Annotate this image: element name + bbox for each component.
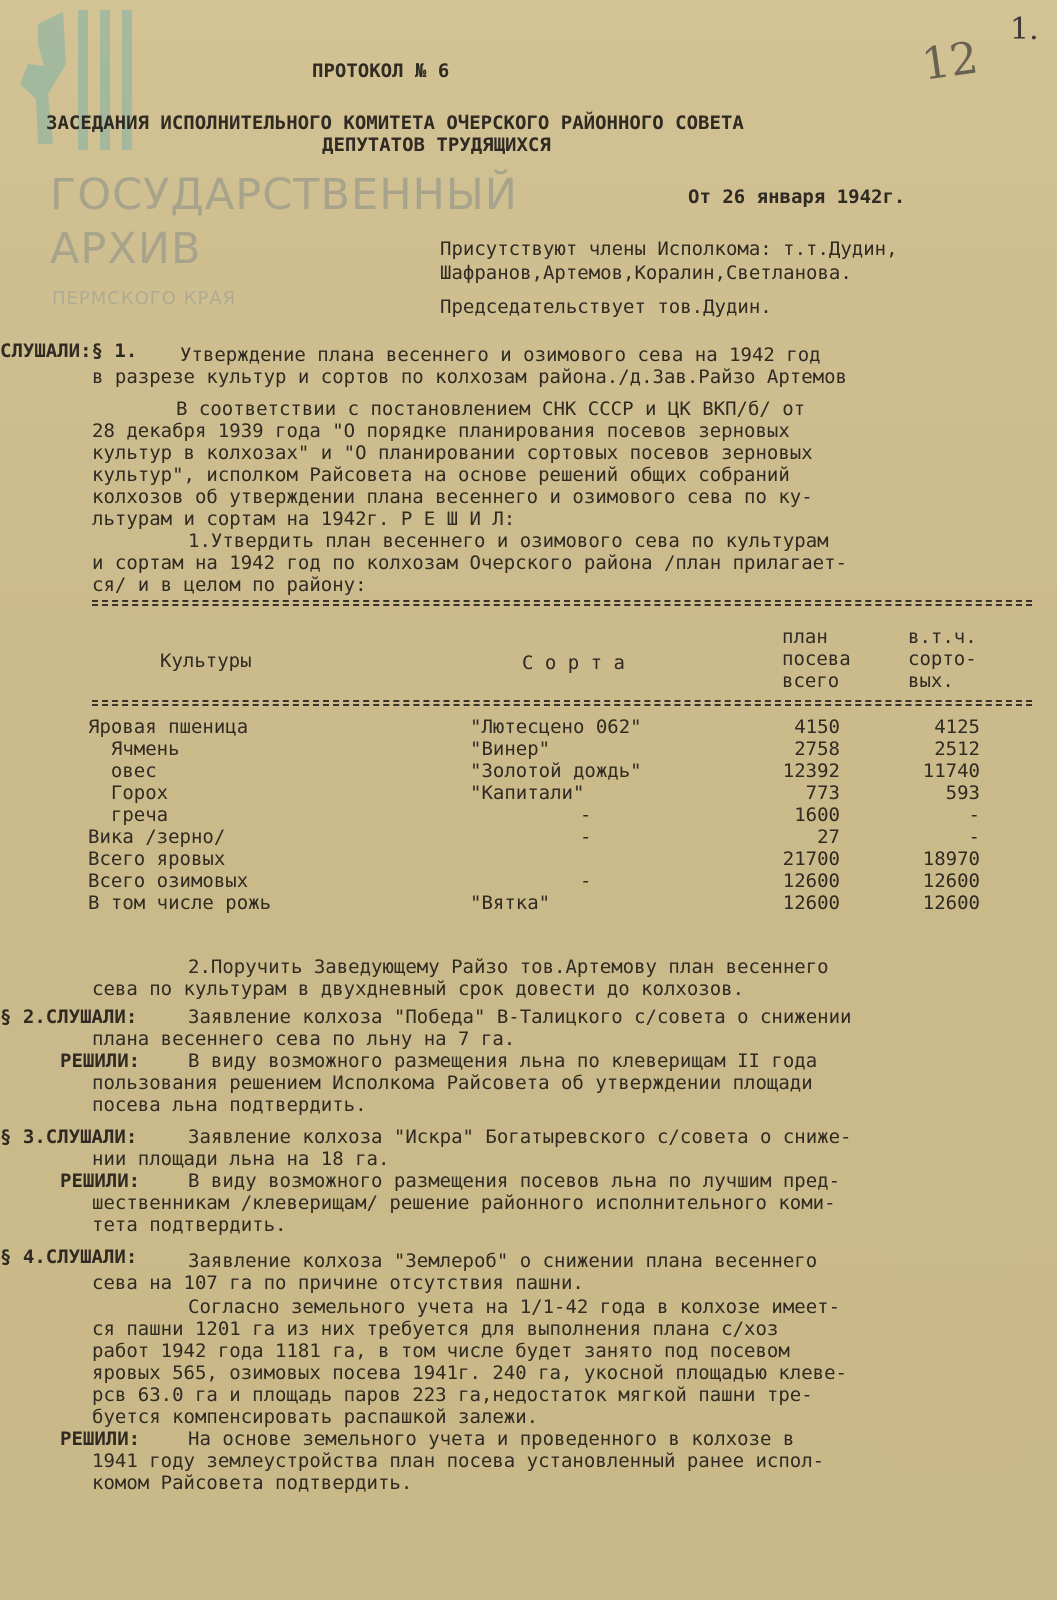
table-rule-top-2 [92, 604, 1032, 606]
row-sort: - [580, 826, 592, 848]
item4-heard-line: буется компенсировать распашкой залежи. [92, 1406, 539, 1428]
item4-heard-line: яровых 565, озимовых посева 1941г. 240 га, укосной площадью клеве- [92, 1362, 847, 1384]
table-rule-header-2 [92, 704, 1032, 706]
protocol-subtitle-1: ЗАСЕДАНИЯ ИСПОЛНИТЕЛЬНОГО КОМИТЕТА ОЧЕРСКОГО РАЙОННОГО СОВЕТА [46, 112, 744, 134]
table-row [0, 870, 1057, 892]
row-plan: 773 [805, 782, 840, 804]
row-sort: - [580, 870, 592, 892]
table-row [0, 716, 1057, 738]
table-row [0, 804, 1057, 826]
item4-decided-line: комом Райсовета подтвердить. [92, 1472, 413, 1494]
row-sortovyh: 4125 [934, 716, 980, 738]
table-header-sortovyh: вых. [908, 670, 954, 692]
row-plan: 2758 [794, 738, 840, 760]
item3-heard-line: Заявление колхоза "Искра" Богатыревского с/совета о сниже- [188, 1126, 852, 1148]
table-rule-header [92, 700, 1032, 702]
item2-decided-label: РЕШИЛИ: [60, 1050, 141, 1072]
row-sortovyh: - [968, 804, 980, 826]
item2-decided-line: пользования решением Исполкома Райсовета об утверждении площади [92, 1072, 813, 1094]
present-members-1: Присутствуют члены Исполкома: т.т.Дудин, [440, 238, 898, 260]
table-header-sort: С о р т а [522, 652, 625, 674]
table-header-plan: посева [782, 648, 851, 670]
row-culture: овес [88, 760, 157, 782]
item1-line: в разрезе культур и сортов по колхозам района./д.Зав.Райзо Артемов [92, 366, 847, 388]
row-sortovyh: - [968, 826, 980, 848]
watermark-subtitle: АРХИВ [50, 224, 202, 274]
row-sort: "Золотой дождь" [470, 760, 642, 782]
table-row [0, 848, 1057, 870]
item4-decided-line: На основе земельного учета и проведенного в колхозе в [188, 1428, 795, 1450]
row-culture: Вика /зерно/ [88, 826, 226, 848]
row-plan: 12392 [782, 760, 840, 782]
row-plan: 12600 [782, 892, 840, 914]
table-header-sortovyh: в.т.ч. [908, 626, 977, 648]
item1-line: 1.Утвердить план весеннего и озимового сева по культурам [188, 530, 829, 552]
item3-decided-line: тета подтвердить. [92, 1214, 287, 1236]
pencil-mark: 12 [918, 32, 982, 91]
table-row [0, 760, 1057, 782]
item2-label: § 2.СЛУШАЛИ: [0, 1006, 138, 1028]
table-header-plan: всего [782, 670, 840, 692]
row-culture: Яровая пшеница [88, 716, 249, 738]
item2-decided-line: посева льна подтвердить. [92, 1094, 367, 1116]
item4-heard-line: рсв 63.0 га и площадь паров 223 га,недостаток мягкой пашни тре- [92, 1384, 813, 1406]
row-sortovyh: 593 [945, 782, 980, 804]
item4-heard-line: сева на 107 га по причине отсутствия пашни. [92, 1272, 584, 1294]
item1-line: 28 декабря 1939 года "О порядке планирования посевов зерновых [92, 420, 790, 442]
item3-heard-line: нии площади льна на 18 га. [92, 1148, 390, 1170]
item3-decided-line: шественникам /клеверищам/ решение районного исполнительного коми- [92, 1192, 836, 1214]
item1-line: ся/ и в целом по району: [92, 574, 367, 596]
item3-label: § 3.СЛУШАЛИ: [0, 1126, 138, 1148]
item2-decided-line: В виду возможного размещения льна по клеверищам II года [188, 1050, 818, 1072]
row-culture: Всего яровых [88, 848, 226, 870]
row-plan: 4150 [794, 716, 840, 738]
table-row [0, 738, 1057, 760]
row-sortovyh: 2512 [934, 738, 980, 760]
row-plan: 21700 [782, 848, 840, 870]
row-sortovyh: 11740 [922, 760, 980, 782]
item1-line: и сортам на 1942 год по колхозам Очерского района /план прилагает- [92, 552, 847, 574]
item3-decided-label: РЕШИЛИ: [60, 1170, 141, 1192]
row-sort: "Вятка" [470, 892, 551, 914]
item1-line: Утверждение плана весеннего и озимового сева на 1942 год [180, 344, 821, 366]
protocol-date: От 26 января 1942г. [688, 186, 906, 208]
watermark-region: ПЕРМСКОГО КРАЯ [52, 288, 237, 309]
row-plan: 12600 [782, 870, 840, 892]
table-header-plan: план [782, 626, 828, 648]
row-sortovyh: 12600 [922, 892, 980, 914]
row-culture: греча [88, 804, 169, 826]
item1-point2-line: сева по культурам в двухдневный срок довести до колхозов. [92, 978, 745, 1000]
item1-line: В соответствии с постановлением СНК СССР и ЦК ВКП/б/ от [176, 398, 806, 420]
item4-decided-line: 1941 году землеустройства план посева установленный ранее испол- [92, 1450, 825, 1472]
item4-heard-line: работ 1942 года 1181 га, в том числе будет занято под посевом [92, 1340, 790, 1362]
item1-label: СЛУШАЛИ:§ 1. [0, 340, 138, 362]
present-members-2: Шафранов,Артемов,Коралин,Светланова. [440, 262, 852, 284]
table-header-sortovyh: сорто- [908, 648, 977, 670]
item1-line: культур в колхозах" и "О планировании сортовых посевов зерновых [92, 442, 813, 464]
protocol-subtitle-2: ДЕПУТАТОВ ТРУДЯЩИХСЯ [322, 134, 551, 156]
row-sortovyh: 12600 [922, 870, 980, 892]
table-row [0, 782, 1057, 804]
item2-heard-line: плана весеннего сева по льну на 7 га. [92, 1028, 516, 1050]
row-culture: Горох [88, 782, 169, 804]
table-row [0, 892, 1057, 914]
table-row [0, 826, 1057, 848]
item3-decided-line: В виду возможного размещения посевов льна по лучшим пред- [188, 1170, 841, 1192]
watermark-title: ГОСУДАРСТВЕННЫЙ [50, 170, 518, 220]
item4-label: § 4.СЛУШАЛИ: [0, 1246, 138, 1268]
page-number: 1. [1010, 12, 1039, 47]
item1-line: культур", исполком Райсовета на основе решений общих собраний [92, 464, 790, 486]
row-sort: "Винер" [470, 738, 551, 760]
chairman: Председательствует тов.Дудин. [440, 296, 772, 318]
item1-line: колхозов об утверждении плана весеннего и озимового сева по ку- [92, 486, 813, 508]
item4-heard-line: Согласно земельного учета на 1/1-42 года в колхозе имеет- [188, 1296, 841, 1318]
item4-decided-label: РЕШИЛИ: [60, 1428, 141, 1450]
row-culture: В том числе рожь [88, 892, 272, 914]
table-rule-top [92, 600, 1032, 602]
row-culture: Всего озимовых [88, 870, 249, 892]
row-plan: 27 [817, 826, 840, 848]
item2-heard-line: Заявление колхоза "Победа" В-Талицкого с/совета о снижении [188, 1006, 852, 1028]
row-culture: Ячмень [88, 738, 180, 760]
item1-line: льтурам и сортам на 1942г. Р Е Ш И Л: [92, 508, 516, 530]
protocol-title: ПРОТОКОЛ № 6 [312, 60, 450, 82]
row-sortovyh: 18970 [922, 848, 980, 870]
item4-heard-line: Заявление колхоза "Землероб" о снижении плана весеннего [188, 1250, 818, 1272]
item4-heard-line: ся пашни 1201 га из них требуется для выполнения плана с/хоз [92, 1318, 779, 1340]
row-sort: "Лютесцено 062" [470, 716, 642, 738]
row-sort: - [580, 804, 592, 826]
row-sort: "Капитали" [470, 782, 585, 804]
row-plan: 1600 [794, 804, 840, 826]
item1-point2-line: 2.Поручить Заведующему Райзо тов.Артемову план весеннего [188, 956, 829, 978]
table-header-culture: Культуры [160, 650, 252, 672]
